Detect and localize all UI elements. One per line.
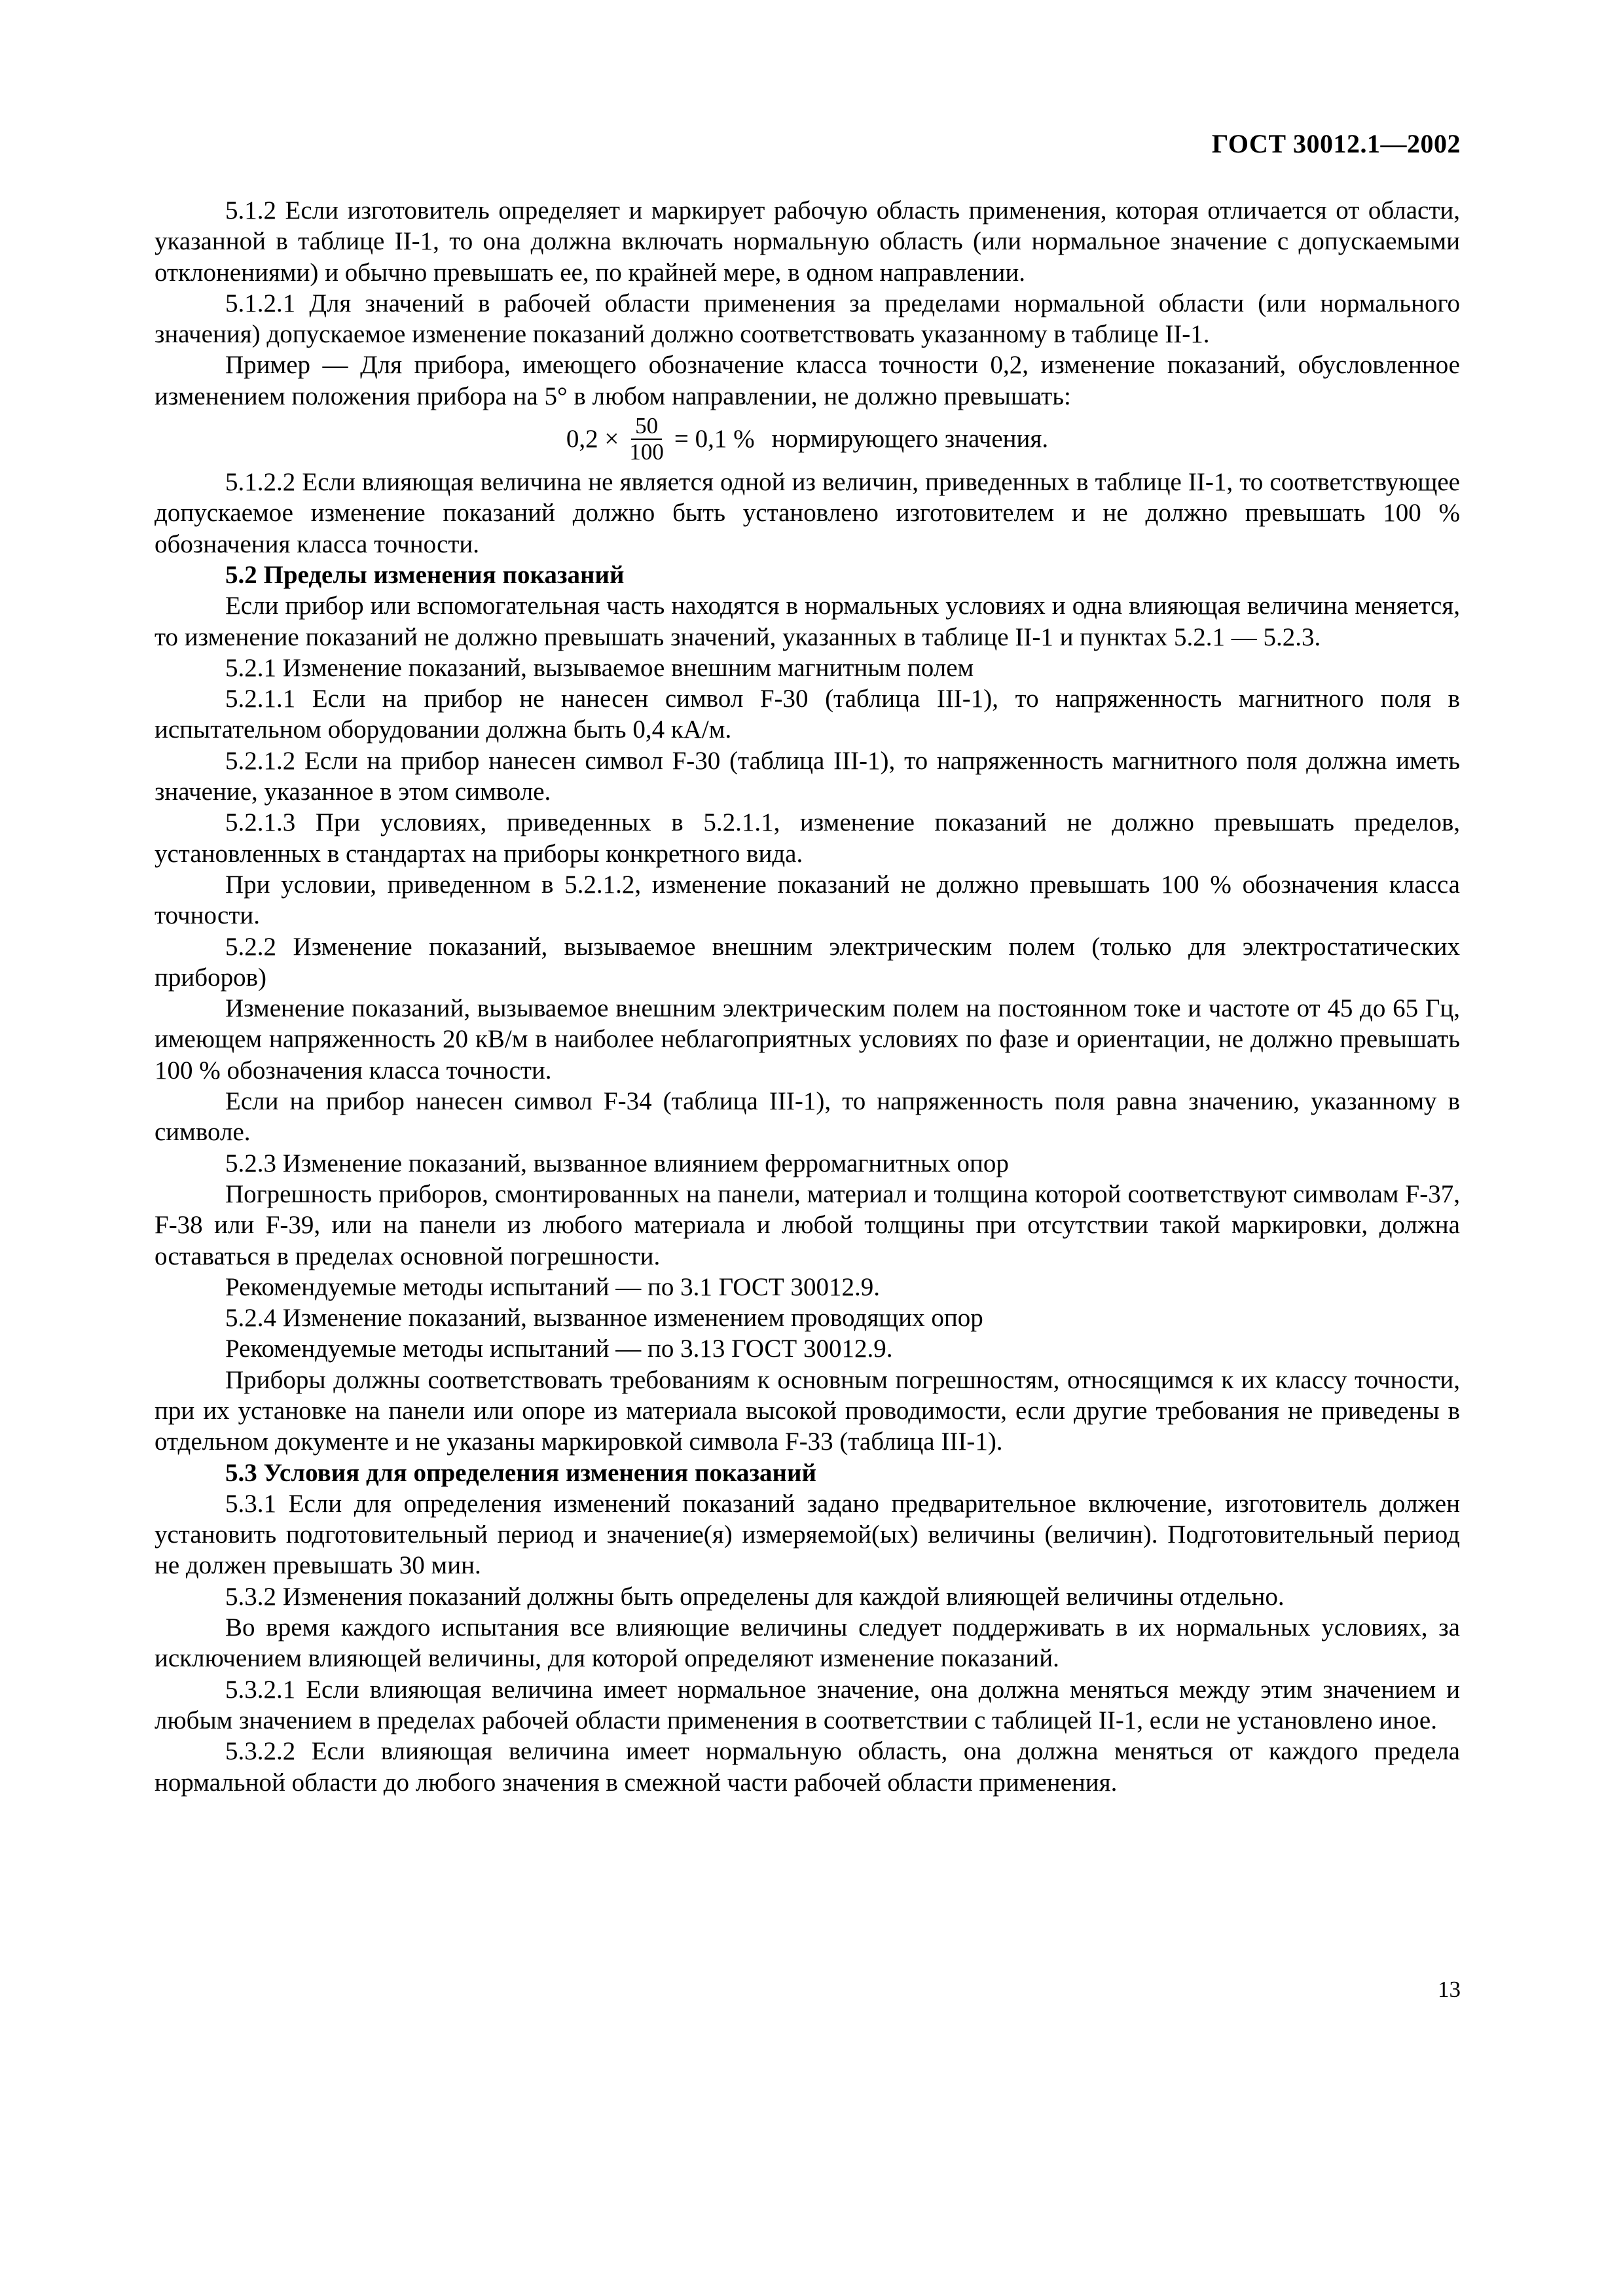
paragraph-5-2-3-methods: Рекомендуемые методы испытаний — по 3.1 ГОСТ 30012.9.	[225, 1272, 880, 1301]
paragraph-5-2-4: 5.2.4 Изменение показаний, вызванное изменением проводящих опор	[225, 1304, 983, 1333]
paragraph-5-2-1-2: 5.2.1.2 Если на прибор нанесен символ F-30 (таблица III-1), то напряженность магнитного поля должна иметь значение, указанное в этом символе.	[155, 746, 1460, 806]
paragraph-5-2-intro: Если прибор или вспомогательная часть находятся в нормальных условиях и одна влияющая величина меняется, то изменение показаний не должно превышать значений, указанных в таблице II-1 и пунктах 5.2.1 — 5.2.3.	[155, 592, 1460, 651]
paragraph-5-2-4-body: Приборы должны соответствовать требованиям к основным погрешностям, относящимся к их классу точности, при их установке на панели или опоре из материала высокой проводимости, если другие требования не приведены в отдельном документе и не указаны маркировкой символа F-33 (таблица III-1).	[155, 1365, 1460, 1456]
paragraph-5-2-2-body: Изменение показаний, вызываемое внешним электрическим полем на постоянном токе и частоте от 45 до 65 Гц, имеющем напряженность 20 кВ/м в наиболее неблагоприятных условиях по фазе и ориентации, не должно превышать 100 % обозначения класса точности.	[155, 994, 1460, 1085]
fraction-numerator: 50	[631, 414, 662, 440]
formula-fraction	[625, 414, 668, 465]
paragraph-5-2-2: 5.2.2 Изменение показаний, вызываемое внешним электрическим полем (только для электростатических приборов)	[155, 932, 1460, 992]
paragraph-5-2-1-1: 5.2.1.1 Если на прибор не нанесен символ F-30 (таблица III-1), то напряженность магнитного поля в испытательном оборудовании должна быть 0,4 кА/м.	[155, 685, 1460, 744]
paragraph-5-2-2-symbol: Если на прибор нанесен символ F-34 (таблица III-1), то напряженность поля равна значению, указанному в символе.	[155, 1087, 1460, 1147]
paragraph-5-1-2-2: 5.1.2.2 Если влияющая величина не является одной из величин, приведенных в таблице II-1, то соответствующее допускаемое изменение показаний должно быть установлено изготовителем и не должно превышать 100 % обозначения класса точности.	[155, 468, 1460, 558]
document-body	[155, 195, 1460, 1798]
paragraph-5-3-2: 5.3.2 Изменения показаний должны быть определены для каждой влияющей величины отдельно.	[225, 1582, 1285, 1611]
formula-suffix: нормирующего значения.	[771, 425, 1049, 454]
section-heading-5-2: 5.2 Пределы изменения показаний	[225, 560, 625, 589]
example-formula	[155, 413, 1460, 465]
formula-right: = 0,1 %	[674, 425, 755, 454]
formula-left: 0,2 ×	[566, 425, 619, 454]
paragraph-5-3-2-body: Во время каждого испытания все влияющие величины следует поддерживать в их нормальных условиях, за исключением влияющей величины, для которой определяют изменение показаний.	[155, 1613, 1460, 1673]
paragraph-5-1-2-1: 5.1.2.1 Для значений в рабочей области применения за пределами нормальной области (или нормального значения) допускаемое изменение показаний должно соответствовать указанному в таблице II-1.	[155, 289, 1460, 349]
paragraph-5-3-2-1: 5.3.2.1 Если влияющая величина имеет нормальное значение, она должна меняться между этим значением и любым значением в пределах рабочей области применения в соответствии с таблицей II-1, если не установлено иное.	[155, 1675, 1460, 1734]
section-heading-5-3: 5.3 Условия для определения изменения показаний	[225, 1458, 816, 1487]
example-paragraph: Пример — Для прибора, имеющего обозначение класса точности 0,2, изменение показаний, обусловленное изменением положения прибора на 5° в любом направлении, не должно превышать:	[155, 351, 1460, 410]
page-number: 13	[1438, 1977, 1461, 2002]
paragraph-5-2-1-3: 5.2.1.3 При условиях, приведенных в 5.2.1.1, изменение показаний не должно превышать пределов, установленных в стандартах на приборы конкретного вида.	[155, 808, 1460, 868]
paragraph-5-2-3: 5.2.3 Изменение показаний, вызванное влиянием ферромагнитных опор	[225, 1149, 1009, 1177]
paragraph-5-2-1: 5.2.1 Изменение показаний, вызываемое внешним магнитным полем	[225, 653, 974, 682]
paragraph-5-3-2-2: 5.3.2.2 Если влияющая величина имеет нормальную область, она должна меняться от каждого предела нормальной области до любого значения в смежной части рабочей области применения.	[155, 1737, 1460, 1797]
fraction-denominator: 100	[629, 439, 664, 465]
document-header: ГОСТ 30012.1—2002	[1211, 129, 1461, 158]
paragraph-5-2-4-methods: Рекомендуемые методы испытаний — по 3.13 ГОСТ 30012.9.	[225, 1335, 893, 1363]
paragraph-5-1-2: 5.1.2 Если изготовитель определяет и маркирует рабочую область применения, которая отличается от области, указанной в таблице II-1, то она должна включать нормальную область (или нормальное значение с допускаемыми отклонениями) и обычно превышать ее, по крайней мере, в одном направлении.	[155, 196, 1460, 287]
paragraph-5-3-1: 5.3.1 Если для определения изменений показаний задано предварительное включение, изготовитель должен установить подготовительный период и значение(я) измеряемой(ых) величины (величин). Подготовительный период не должен превышать 30 мин.	[155, 1489, 1460, 1580]
paragraph-5-2-1-3-cont: При условии, приведенном в 5.2.1.2, изменение показаний не должно превышать 100 % обозначения класса точности.	[155, 870, 1460, 930]
paragraph-5-2-3-body: Погрешность приборов, смонтированных на панели, материал и толщина которой соответствуют символам F-37, F-38 или F-39, или на панели из любого материала и любой толщины при отсутствии такой маркировки, должна оставаться в пределах основной погрешности.	[155, 1179, 1460, 1270]
